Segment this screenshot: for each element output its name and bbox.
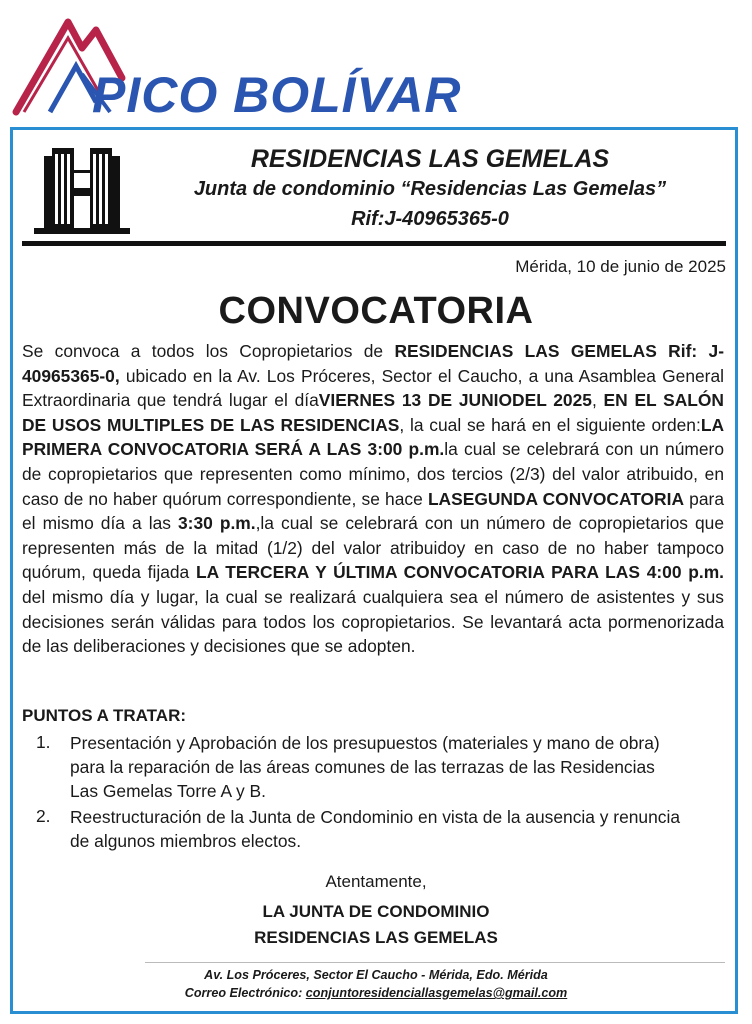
body-text: Se convoca a todos los Copropietarios de: [22, 341, 395, 361]
footer-contact: [0, 986, 752, 1000]
footer-address: Av. Los Próceres, Sector El Caucho - Mérida, Edo. Mérida: [204, 968, 548, 982]
footer-divider: [145, 962, 725, 963]
logo-text: PICO BOLÍVAR: [92, 67, 462, 123]
body-text: del mismo día y lugar, la cual se realizará cualquiera sea el número de asistentes y sus decisiones serán válidas para todos los copropietarios. Se levantará acta pormenorizada de las deliberaciones y decisiones que se adopten.: [22, 586, 724, 657]
body-text: para el mismo día a las: [22, 488, 724, 534]
body-bold-text: VIERNES 13 DE JUNIODEL 2025: [318, 390, 592, 411]
agenda-item: Presentación y Aprobación de los presupuestos (materiales y mano de obra) para la reparación de las áreas comunes de las terrazas de las Residencias Las Gemelas Torre A y B.: [70, 733, 660, 801]
body-text: la cual se celebrará con un número de copropietarios que representen como mínimo, dos tercios (2/3) del valor atribuido, en caso de no haber quórum correspondiente, se hace: [22, 439, 724, 509]
building-icon: [34, 142, 130, 234]
convocation-body: [22, 339, 724, 659]
email-label: Correo Electrónico:: [184, 986, 306, 1000]
body-bold-text: RESIDENCIAS LAS GEMELAS Rif: J-40965365-0,: [22, 341, 724, 386]
agenda-item: Reestructuración de la Junta de Condominio en vista de la ausencia y renuncia de algunos miembros electos.: [70, 807, 681, 851]
body-text: ,la cual se celebrará con un número de copropietarios que representen más de la mitad (1/2) del valor atribuidoy en caso de no haber tampoco quórum, queda fijada: [22, 513, 724, 583]
body-bold-text: LA TERCERA Y ÚLTIMA CONVOCATORIA PARA LAS 4:00 p.m.: [195, 562, 724, 583]
body-bold-text: EN EL SALÓN DE USOS MULTIPLES DE LAS RESIDENCIAS: [22, 390, 724, 435]
document-date: Mérida, 10 de junio de 2025: [515, 257, 726, 276]
signature-line: LA JUNTA DE CONDOMINIO: [262, 902, 490, 921]
rif-number: Rif:J-40965365-0: [351, 208, 509, 230]
residence-name: RESIDENCIAS LAS GEMELAS: [250, 145, 610, 173]
email-link[interactable]: conjuntoresidenciallasgemelas@gmail.com: [305, 986, 568, 1000]
closing-text: Atentamente,: [325, 872, 427, 891]
body-text: , la cual se hará en el siguiente orden:: [399, 414, 701, 435]
junta-subtitle: Junta de condominio “Residencias Las Gemelas”: [193, 178, 667, 200]
header-divider: [22, 241, 726, 246]
body-text: ,: [591, 390, 604, 411]
agenda-heading: PUNTOS A TRATAR:: [22, 706, 187, 725]
signature-line: RESIDENCIAS LAS GEMELAS: [254, 928, 498, 947]
body-bold-text: 3:30 p.m.: [178, 513, 256, 534]
agenda-item-number: 1.: [36, 732, 51, 752]
body-bold-text: LASEGUNDA CONVOCATORIA: [427, 488, 684, 509]
page-title: CONVOCATORIA: [218, 290, 534, 332]
body-bold-text: LA PRIMERA CONVOCATORIA SERÁ A LAS 3:00 p.m.: [22, 414, 725, 460]
agenda-item-number: 2.: [36, 806, 51, 826]
body-text: ubicado en la Av. Los Próceres, Sector el Caucho, a una Asamblea General Extraordinaria que tendrá lugar el día: [22, 365, 724, 411]
pico-bolivar-logo: [10, 8, 462, 123]
